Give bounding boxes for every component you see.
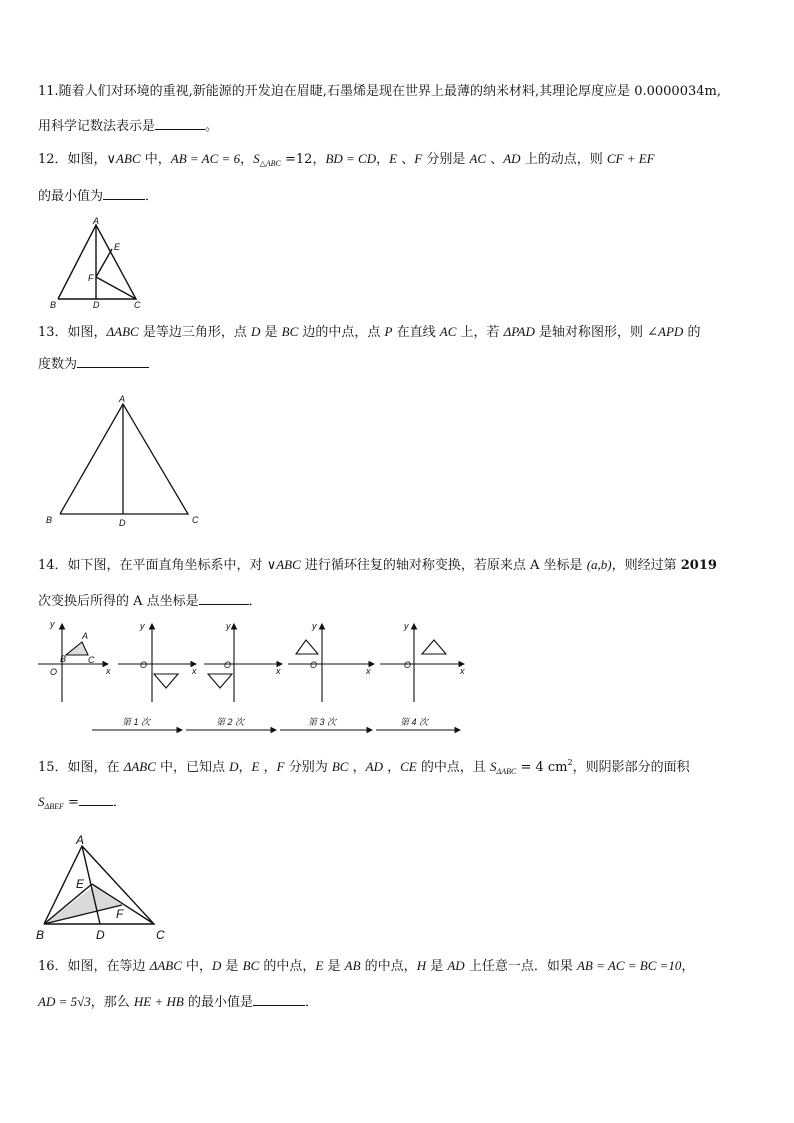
label-b: B — [60, 654, 67, 664]
label-a: A — [76, 833, 85, 847]
svg-text:O: O — [50, 667, 58, 677]
svg-text:O: O — [310, 660, 318, 670]
q14-figure — [36, 620, 476, 735]
label-b: B — [50, 300, 57, 310]
label-d: D — [93, 300, 100, 310]
q13-line2: 度数为 — [38, 355, 149, 374]
svg-text:O: O — [140, 660, 148, 670]
q13-line1: 13．如图，ΔABC 是等边三角形，点 D 是 BC 边的中点，点 P 在直线 AC 上，若 ΔPAD 是轴对称图形，则 ∠APD 的 — [38, 324, 701, 340]
q15-figure — [34, 832, 170, 944]
step-1: 第 1 次 — [122, 717, 151, 727]
q14-line2: 次变换后所得的 A 点坐标是 ． — [38, 594, 262, 609]
label-f: F — [88, 273, 94, 283]
label-c: C — [156, 928, 165, 942]
svg-text:y: y — [140, 621, 145, 631]
answer-blank — [77, 355, 149, 368]
svg-text:O: O — [224, 660, 232, 670]
svg-text:x: x — [366, 666, 371, 676]
q14-line1: 14．如下图，在平面直角坐标系中，对 ∨ABC 进行循环往复的轴对称变换，若原来点 A 坐标是 (a,b)，则经过第 2019 — [38, 557, 717, 573]
q11-line1: 11.随着人们对环境的重视,新能源的开发迫在眉睫,石墨烯是现在世界上最薄的纳米材料,其理论厚度应是 0.0000034m, — [38, 84, 721, 99]
label-d: D — [119, 518, 126, 528]
svg-text:y: y — [312, 621, 317, 631]
svg-text:y: y — [404, 621, 409, 631]
label-a: A — [119, 394, 126, 404]
q12-line1: 12．如图，∨ABC 中，AB = AC = 6，$S_{\triangle ABC} =12$，BD = CD，E 、F 分别是 AC 、AD 上的动点，则 CF + EF — [38, 151, 655, 168]
label-e: E — [114, 242, 121, 252]
label-d: D — [96, 928, 105, 942]
svg-text:y: y — [226, 621, 231, 631]
svg-text:y: y — [50, 620, 55, 629]
svg-text:x: x — [276, 666, 281, 676]
step-3: 第 3 次 — [308, 717, 337, 727]
q15-line1: 15．如图，在 ΔABC 中，已知点 D，E ，F 分别为 BC ，AD ，CE 的中点，且 $S_{\Delta ABC} = 4$ $cm^2$，则阴影部分的面积 — [38, 758, 690, 776]
label-b: B — [46, 515, 53, 525]
q16-line1: 16．如图，在等边 ΔABC 中，D 是 BC 的中点，E 是 AB 的中点，H 是 AD 上任意一点．如果 AB = AC = BC =10， — [38, 958, 695, 974]
label-a: A — [82, 631, 89, 641]
label-c: C — [134, 300, 141, 310]
q12-figure — [48, 215, 148, 310]
q15-line2: $S_{\Delta BEF}$ = ． — [38, 794, 126, 811]
q11-line2: 用科学记数法表示是 。 — [38, 119, 219, 134]
step-4: 第 4 次 — [400, 717, 429, 727]
label-f: F — [116, 907, 124, 921]
label-b: B — [36, 928, 45, 942]
answer-blank — [103, 187, 145, 200]
step-2: 第 2 次 — [216, 717, 245, 727]
svg-text:O: O — [404, 660, 412, 670]
q16-line2: AD = 5√3，那么 HE + HB 的最小值是 ． — [38, 994, 318, 1010]
svg-text:x: x — [106, 666, 111, 676]
answer-blank — [79, 793, 113, 806]
label-e: E — [76, 877, 85, 891]
svg-text:x: x — [192, 666, 197, 676]
answer-blank — [199, 592, 249, 605]
q13-figure — [42, 392, 212, 530]
label-a: A — [93, 216, 100, 226]
q12-line2: 的最小值为 ． — [38, 189, 159, 204]
svg-text:x: x — [460, 666, 465, 676]
label-c: C — [88, 655, 95, 665]
answer-blank — [155, 117, 205, 130]
answer-blank — [253, 993, 305, 1006]
label-c: C — [192, 515, 199, 525]
